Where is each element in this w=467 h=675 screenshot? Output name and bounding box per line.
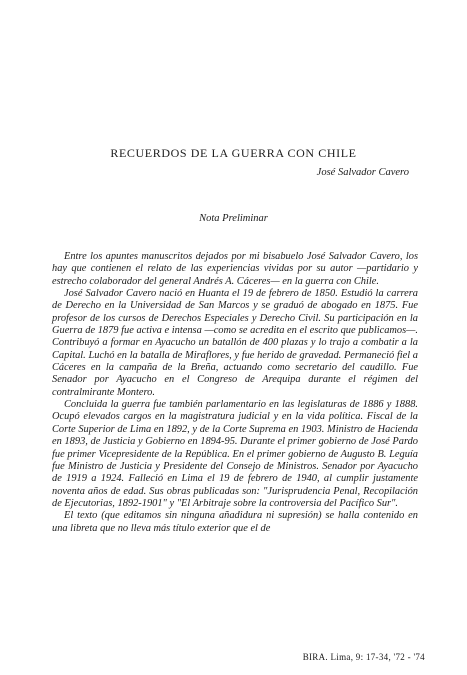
- article-title: RECUERDOS DE LA GUERRA CON CHILE: [110, 146, 357, 160]
- body-text: [52, 251, 418, 535]
- paragraph: El texto (que editamos sin ninguna añadidura ni supresión) se halla contenido en una libreta que no lleva más título exterior que el de: [52, 510, 418, 534]
- paragraph: Entre los apuntes manuscritos dejados por mi bisabuelo José Salvador Cavero, los hay que contienen el relato de las experiencias vividas por su autor —partidario y estrecho colaborador del general Andrés A. Cáceres— en la guerra con Chile.: [52, 251, 418, 287]
- author-name: José Salvador Cavero: [316, 167, 409, 178]
- section-heading: Nota Preliminar: [199, 213, 268, 224]
- page-footer-citation: BIRA. Lima, 9: 17-34, '72 - '74: [302, 652, 425, 662]
- paragraph: Concluida la guerra fue también parlamentario en las legislaturas de 1886 y 1888. Ocupó elevados cargos en la magistratura judicial y en la vida política. Fiscal de la Corte Superior de Lima en 1892, y de la Corte Suprema en 1903. Ministro de Hacienda en 1893, de Justicia y Gobierno en 1894-95. Durante el primer gobierno de José Pardo fue primer Vicepresidente de la República. En el primer gobierno de Augusto B. Leguía fue Ministro de Justicia y Presidente del Consejo de Ministros. Senador por Ayacucho de 1919 a 1924. Falleció en Lima el 19 de febrero de 1940, al cumplir justamente noventa años de edad. Sus obras publicadas son: "Jurisprudencia Penal, Recopilación de Ejecutorias, 1892-1901" y "El Arbitraje sobre la controversia del Pacífico Sur".: [52, 399, 418, 509]
- paragraph: José Salvador Cavero nació en Huanta el 19 de febrero de 1850. Estudió la carrera de Derecho en la Universidad de San Marcos y se graduó de abogado en 1875. Fue profesor de los cursos de Derechos Especiales y Derecho Civil. Su participación en la Guerra de 1879 fue activa e intensa —como se acredita en el escrito que publicamos—. Contribuyó a formar en Ayacucho un batallón de 400 plazas y lo trajo a combatir a la Capital. Luchó en la batalla de Miraflores, y fue herido de gravedad. Permaneció fiel a Cáceres en la campaña de la Breña, actuando como secretario del caudillo. Fue Senador por Ayacucho en el Congreso de Arequipa durante el régimen del contralmirante Montero.: [52, 288, 418, 398]
